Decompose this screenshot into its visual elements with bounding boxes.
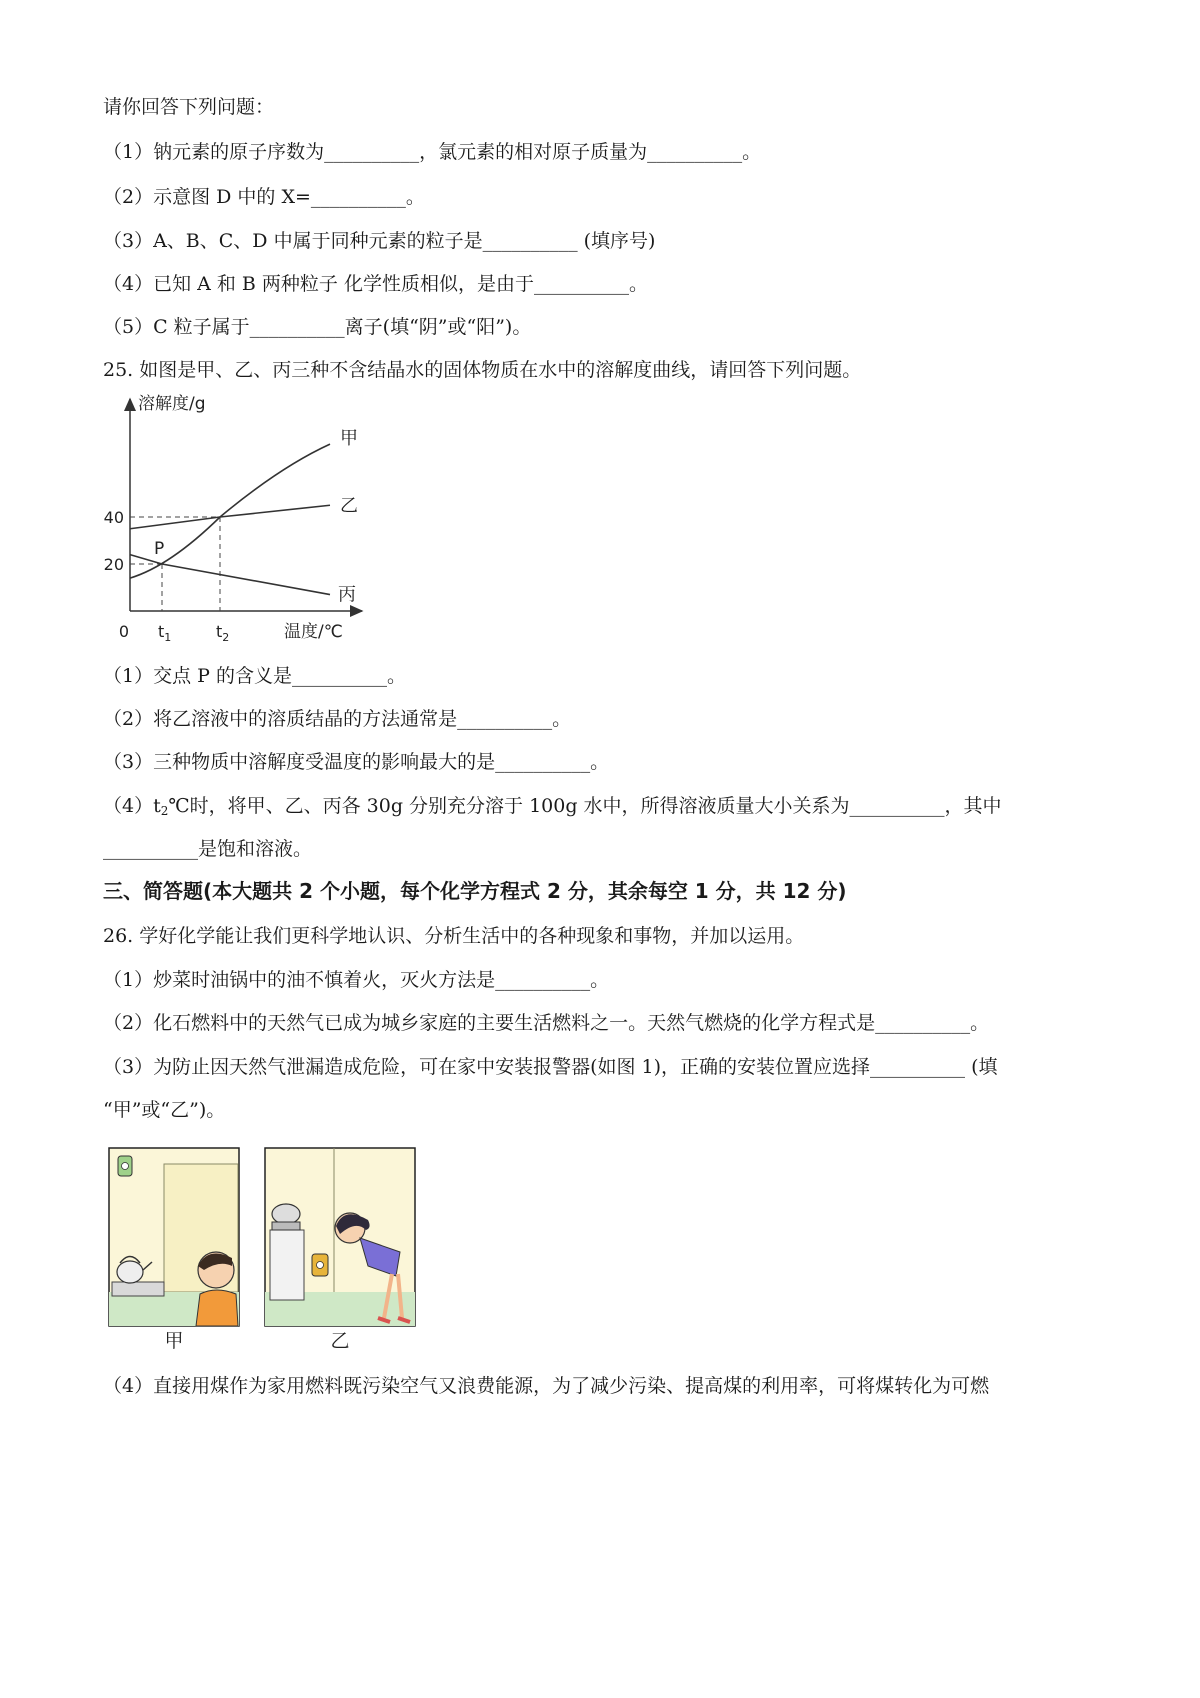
- panel-jia: [109, 1148, 239, 1354]
- q26-part-2: （2）化石燃料中的天然气已成为城乡家庭的主要生活燃料之一。天然气燃烧的化学方程式是__________。: [103, 1012, 990, 1034]
- alarm-icon-low: [312, 1254, 328, 1276]
- q26-part-1: （1）炒菜时油锅中的油不慎着火，灭火方法是__________。: [103, 969, 610, 991]
- panel-yi-label: 乙: [330, 1330, 350, 1352]
- origin-label: 0: [118, 622, 130, 641]
- q25-part-4: [103, 794, 1002, 818]
- q25-part-4-prefix: （4）t: [103, 795, 161, 817]
- y-tick-label-20: 20: [103, 555, 124, 574]
- x-tick-label-t2: $t_2$: [216, 622, 230, 644]
- q25-part-1: （1）交点 P 的含义是__________。: [103, 665, 406, 687]
- panel-jia-label: 甲: [164, 1330, 184, 1352]
- q24-part-3: （3）A、B、C、D 中属于同种元素的粒子是__________ (填序号): [103, 230, 656, 252]
- x-axis-label: 温度/℃: [284, 622, 343, 642]
- q25-part-4-continued: __________是饱和溶液。: [103, 838, 313, 860]
- q25-part-4-text: ℃时，将甲、乙、丙各 30g 分别充分溶于 100g 水中，所得溶液质量大小关系为__________，其中: [168, 795, 1002, 817]
- q25-stem: 25. 如图是甲、乙、丙三种不含结晶水的固体物质在水中的溶解度曲线，请回答下列问题。: [103, 359, 862, 381]
- q25-part-3: （3）三种物质中溶解度受温度的影响最大的是__________。: [103, 751, 610, 773]
- q25-part-2: （2）将乙溶液中的溶质结晶的方法通常是__________。: [103, 708, 572, 730]
- q24-part-1: （1）钠元素的原子序数为__________，氯元素的相对原子质量为__________。: [103, 141, 762, 163]
- solubility-curve-chart: [100, 393, 380, 653]
- series-label-1: 甲: [340, 428, 358, 450]
- series-label-3: 丙: [338, 584, 356, 606]
- q26-stem: 26. 学好化学能让我们更科学地认识、分析生活中的各种现象和事物，并加以运用。: [103, 925, 805, 947]
- y-tick-label-40: 40: [103, 508, 124, 527]
- x-tick-label-t1: $t_1$: [158, 622, 172, 644]
- q25-part-4-subscript: 2: [160, 804, 169, 818]
- y-axis-label: 溶解度/g: [138, 394, 206, 414]
- q24-intro: 请你回答下列问题：: [103, 96, 275, 118]
- q24-part-2: （2）示意图 D 中的 X=__________。: [103, 186, 425, 208]
- q26-part-3-continued: “甲”或“乙”)。: [103, 1099, 226, 1121]
- curve-series-3: [130, 555, 330, 595]
- alarm-placement-figure: [108, 1142, 418, 1357]
- series-label-2: 乙: [340, 495, 358, 517]
- q24-part-5: （5）C 粒子属于__________离子(填“阴”或“阳”)。: [103, 316, 532, 338]
- alarm-icon-high: [118, 1156, 132, 1176]
- pot-icon: [272, 1204, 300, 1230]
- q24-part-4: （4）已知 A 和 B 两种粒子 化学性质相似，是由于__________。: [103, 273, 648, 295]
- panel-yi: [265, 1148, 415, 1354]
- q26-part-4: （4）直接用煤作为家用燃料既污染空气又浪费能源，为了减少污染、提高煤的利用率，可将煤转化为可燃: [103, 1375, 990, 1397]
- intersection-point-p-label: P: [154, 539, 165, 559]
- q26-part-3: （3）为防止因天然气泄漏造成危险，可在家中安装报警器(如图 1)，正确的安装位置应选择__________ (填: [103, 1056, 998, 1078]
- section-3-heading: 三、简答题(本大题共 2 个小题，每个化学方程式 2 分，其余每空 1 分，共 12 分): [103, 879, 847, 903]
